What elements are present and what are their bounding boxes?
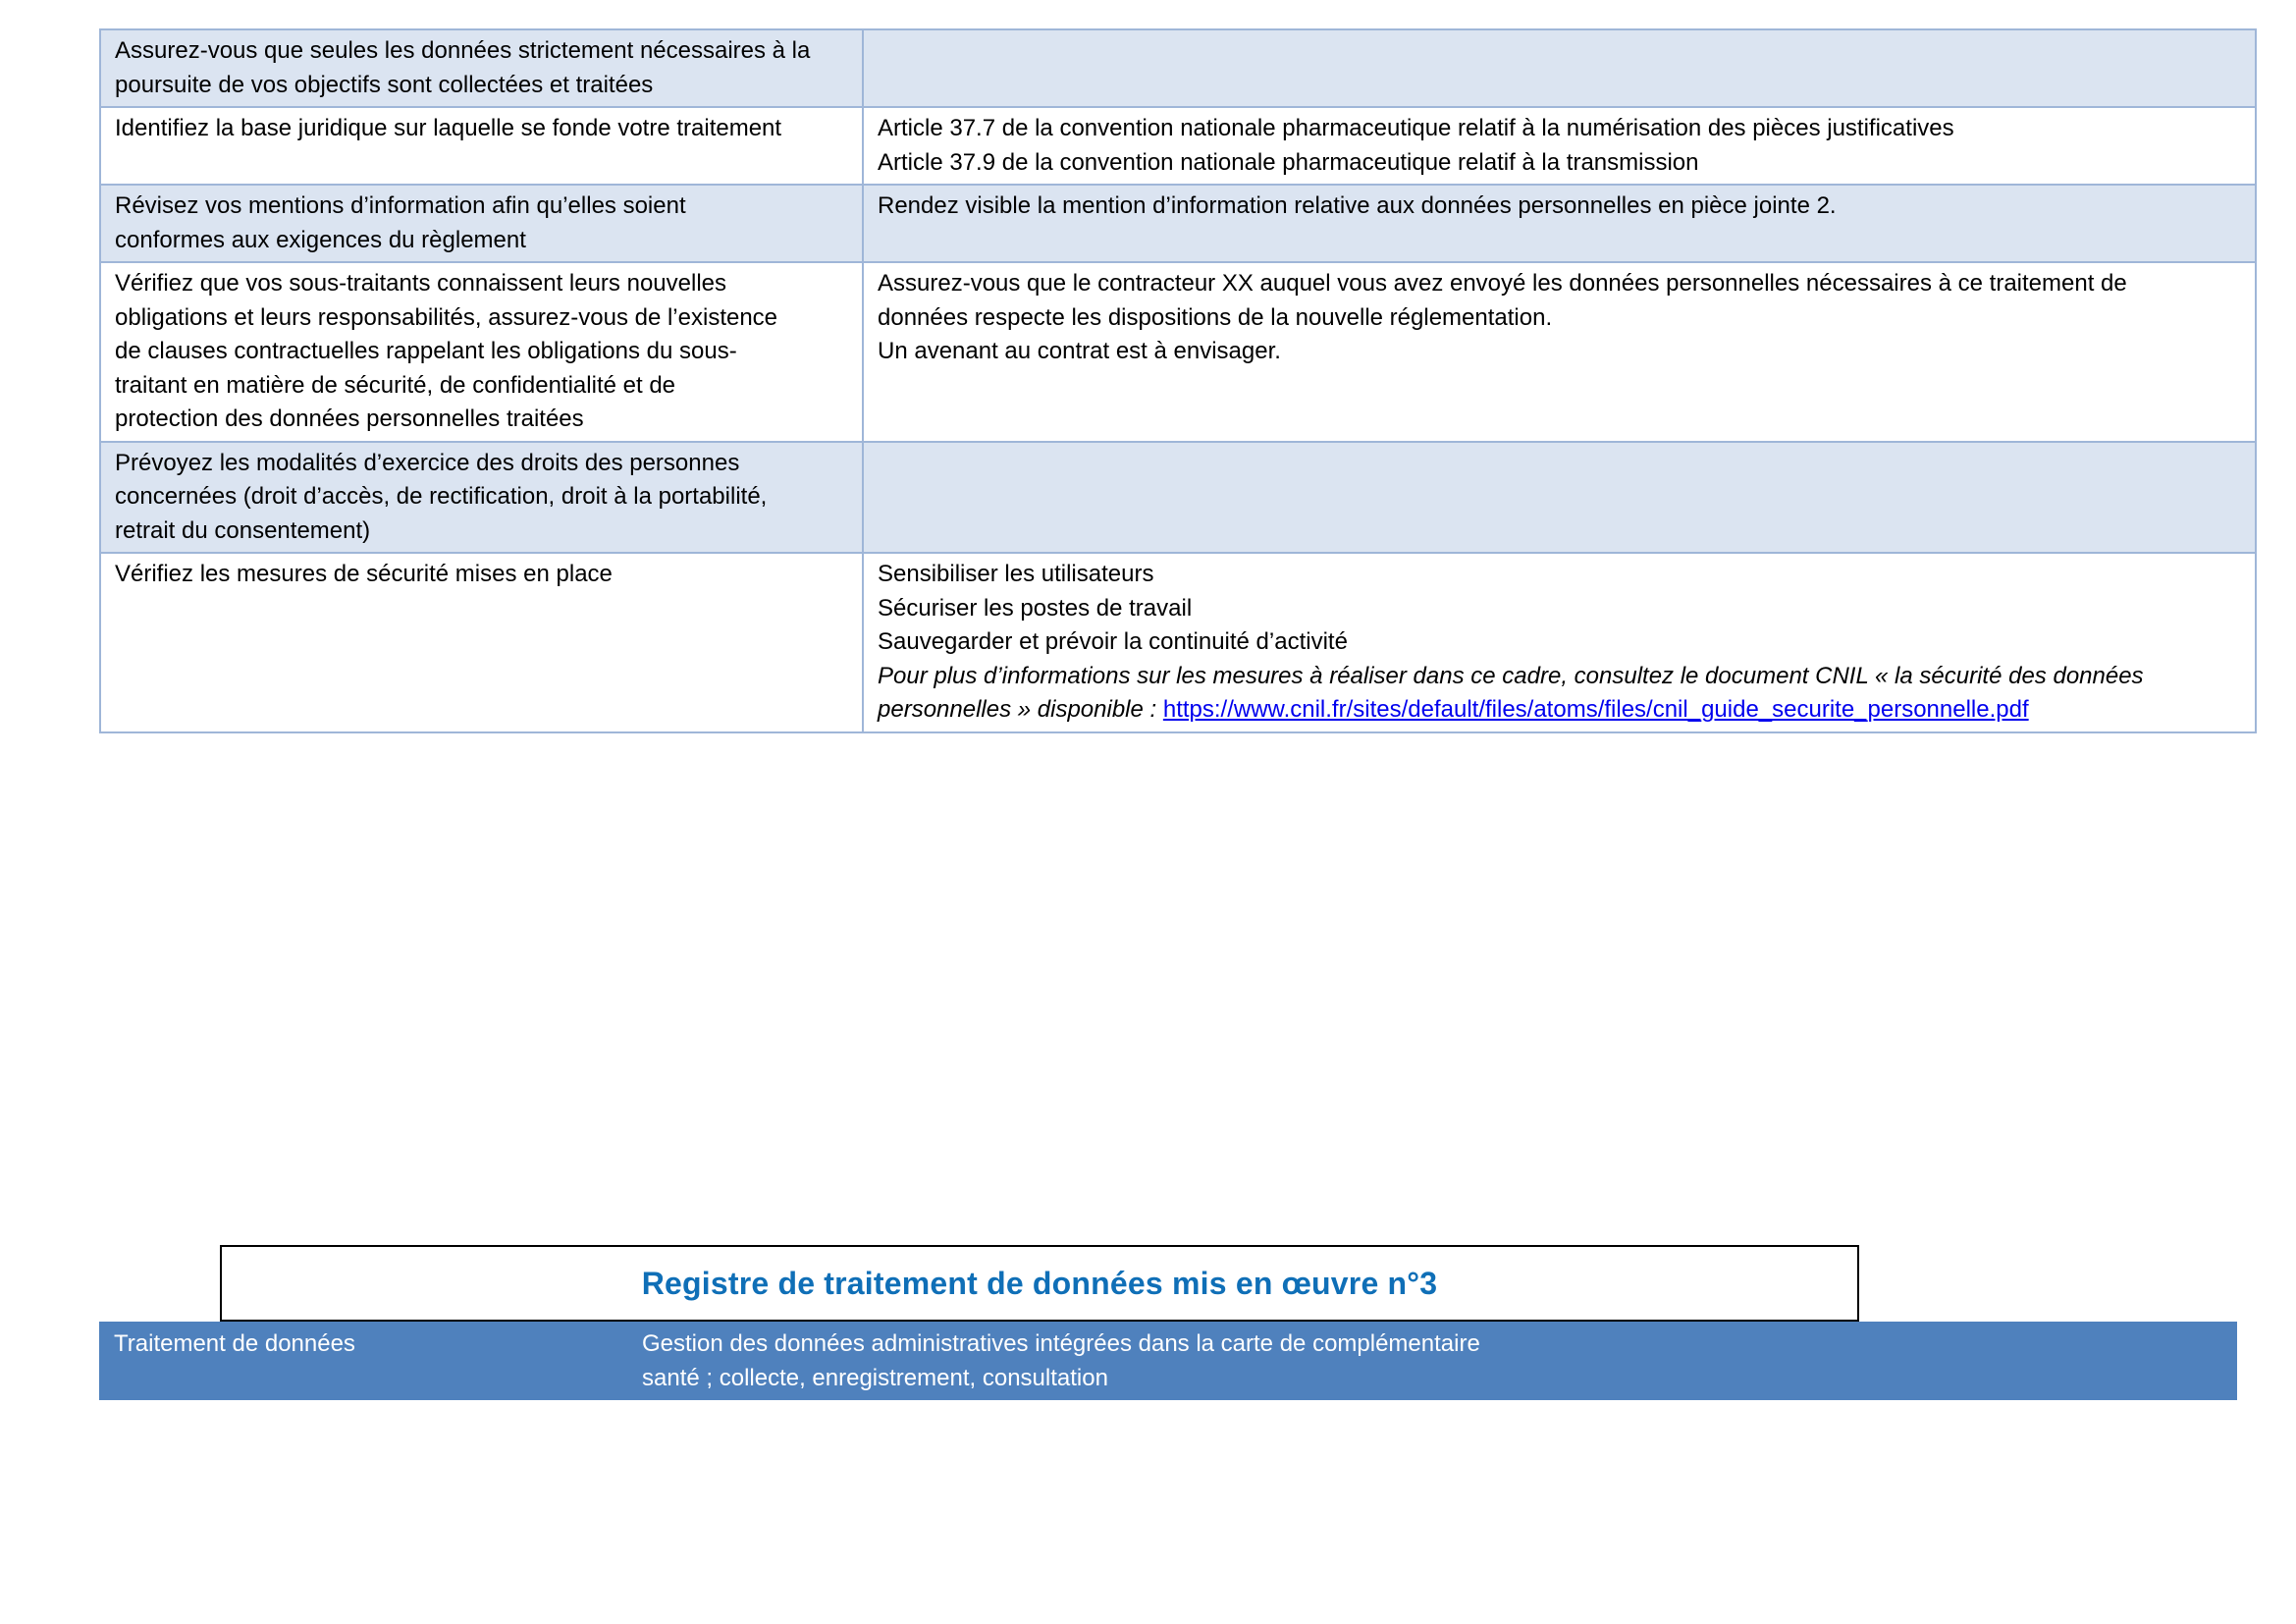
note-text: données respecte les dispositions de la nouvelle réglementation. (878, 303, 1553, 331)
note-cell (863, 107, 2256, 185)
action-text: protection des données personnelles traitées (115, 406, 584, 432)
action-text: Identifiez la base juridique sur laquelle se fonde votre traitement (115, 115, 782, 141)
note-italic-text: personnelles » disponible : (878, 696, 1163, 723)
action-cell (100, 185, 863, 262)
note-text: Sensibiliser les utilisateurs (878, 561, 1154, 587)
action-text: Révisez vos mentions d’information afin qu’elles soient (115, 192, 686, 219)
note-italic-line (878, 693, 2242, 728)
action-cell (100, 442, 863, 554)
action-cell (100, 553, 863, 732)
note-text: Sauvegarder et prévoir la continuité d’activité (878, 628, 1348, 655)
action-text: Prévoyez les modalités d’exercice des droits des personnes (115, 449, 740, 476)
action-text: Assurez-vous que seules les données strictement nécessaires à la (115, 37, 811, 64)
table-row (100, 553, 2256, 732)
table-row (100, 107, 2256, 185)
register-value-text: Gestion des données administratives intégrées dans la carte de complémentaire (642, 1330, 1480, 1357)
note-text: Rendez visible la mention d’information relative aux données personnelles en pièce jointe 2. (878, 192, 1837, 219)
register-title: Registre de traitement de données mis en œuvre n°3 (641, 1265, 1438, 1301)
action-cell (100, 107, 863, 185)
table-row (100, 185, 2256, 262)
action-text: obligations et leurs responsabilités, assurez-vous de l’existence (115, 303, 778, 331)
action-text: concernées (droit d’accès, de rectification, droit à la portabilité, (115, 483, 768, 510)
register-field-value (642, 1327, 1633, 1395)
register-title-box (220, 1245, 1859, 1322)
note-text: Article 37.7 de la convention nationale pharmaceutique relatif à la numérisation des pièces justificatives (878, 115, 1954, 141)
gdpr-checklist-table (99, 28, 2257, 733)
note-cell (863, 442, 2256, 554)
note-cell (863, 262, 2256, 442)
action-text: conformes aux exigences du règlement (115, 226, 526, 253)
note-cell (863, 185, 2256, 262)
note-text: Sécuriser les postes de travail (878, 594, 1193, 622)
action-text: retrait du consentement) (115, 516, 371, 544)
note-text: Article 37.9 de la convention nationale pharmaceutique relatif à la transmission (878, 148, 1699, 176)
note-cell (863, 553, 2256, 732)
action-text: Vérifiez les mesures de sécurité mises en place (115, 561, 613, 587)
action-cell (100, 262, 863, 442)
action-text: traitant en matière de sécurité, de confidentialité et de (115, 371, 676, 399)
table-row (100, 442, 2256, 554)
table-row (100, 262, 2256, 442)
action-text: Vérifiez que vos sous-traitants connaissent leurs nouvelles (115, 270, 726, 297)
action-text: de clauses contractuelles rappelant les obligations du sous- (115, 338, 737, 364)
note-text: Un avenant au contrat est à envisager. (878, 338, 1281, 364)
register-header-band (99, 1322, 2237, 1400)
note-cell (863, 29, 2256, 107)
note-italic-text: Pour plus d’informations sur les mesures à réaliser dans ce cadre, consultez le document CNIL « la sécurité des données (878, 662, 2144, 689)
note-text: Assurez-vous que le contracteur XX auquel vous avez envoyé les données personnelles nécessaires à ce traitement de (878, 270, 2127, 297)
table-row (100, 29, 2256, 107)
register-field-label: Traitement de données (114, 1330, 355, 1357)
action-cell (100, 29, 863, 107)
action-text: poursuite de vos objectifs sont collectées et traitées (115, 71, 654, 98)
cnil-guide-link[interactable]: https://www.cnil.fr/sites/default/files/atoms/files/cnil_guide_securite_personnelle.pdf (1162, 696, 2029, 723)
register-value-text: santé ; collecte, enregistrement, consultation (642, 1364, 1108, 1391)
